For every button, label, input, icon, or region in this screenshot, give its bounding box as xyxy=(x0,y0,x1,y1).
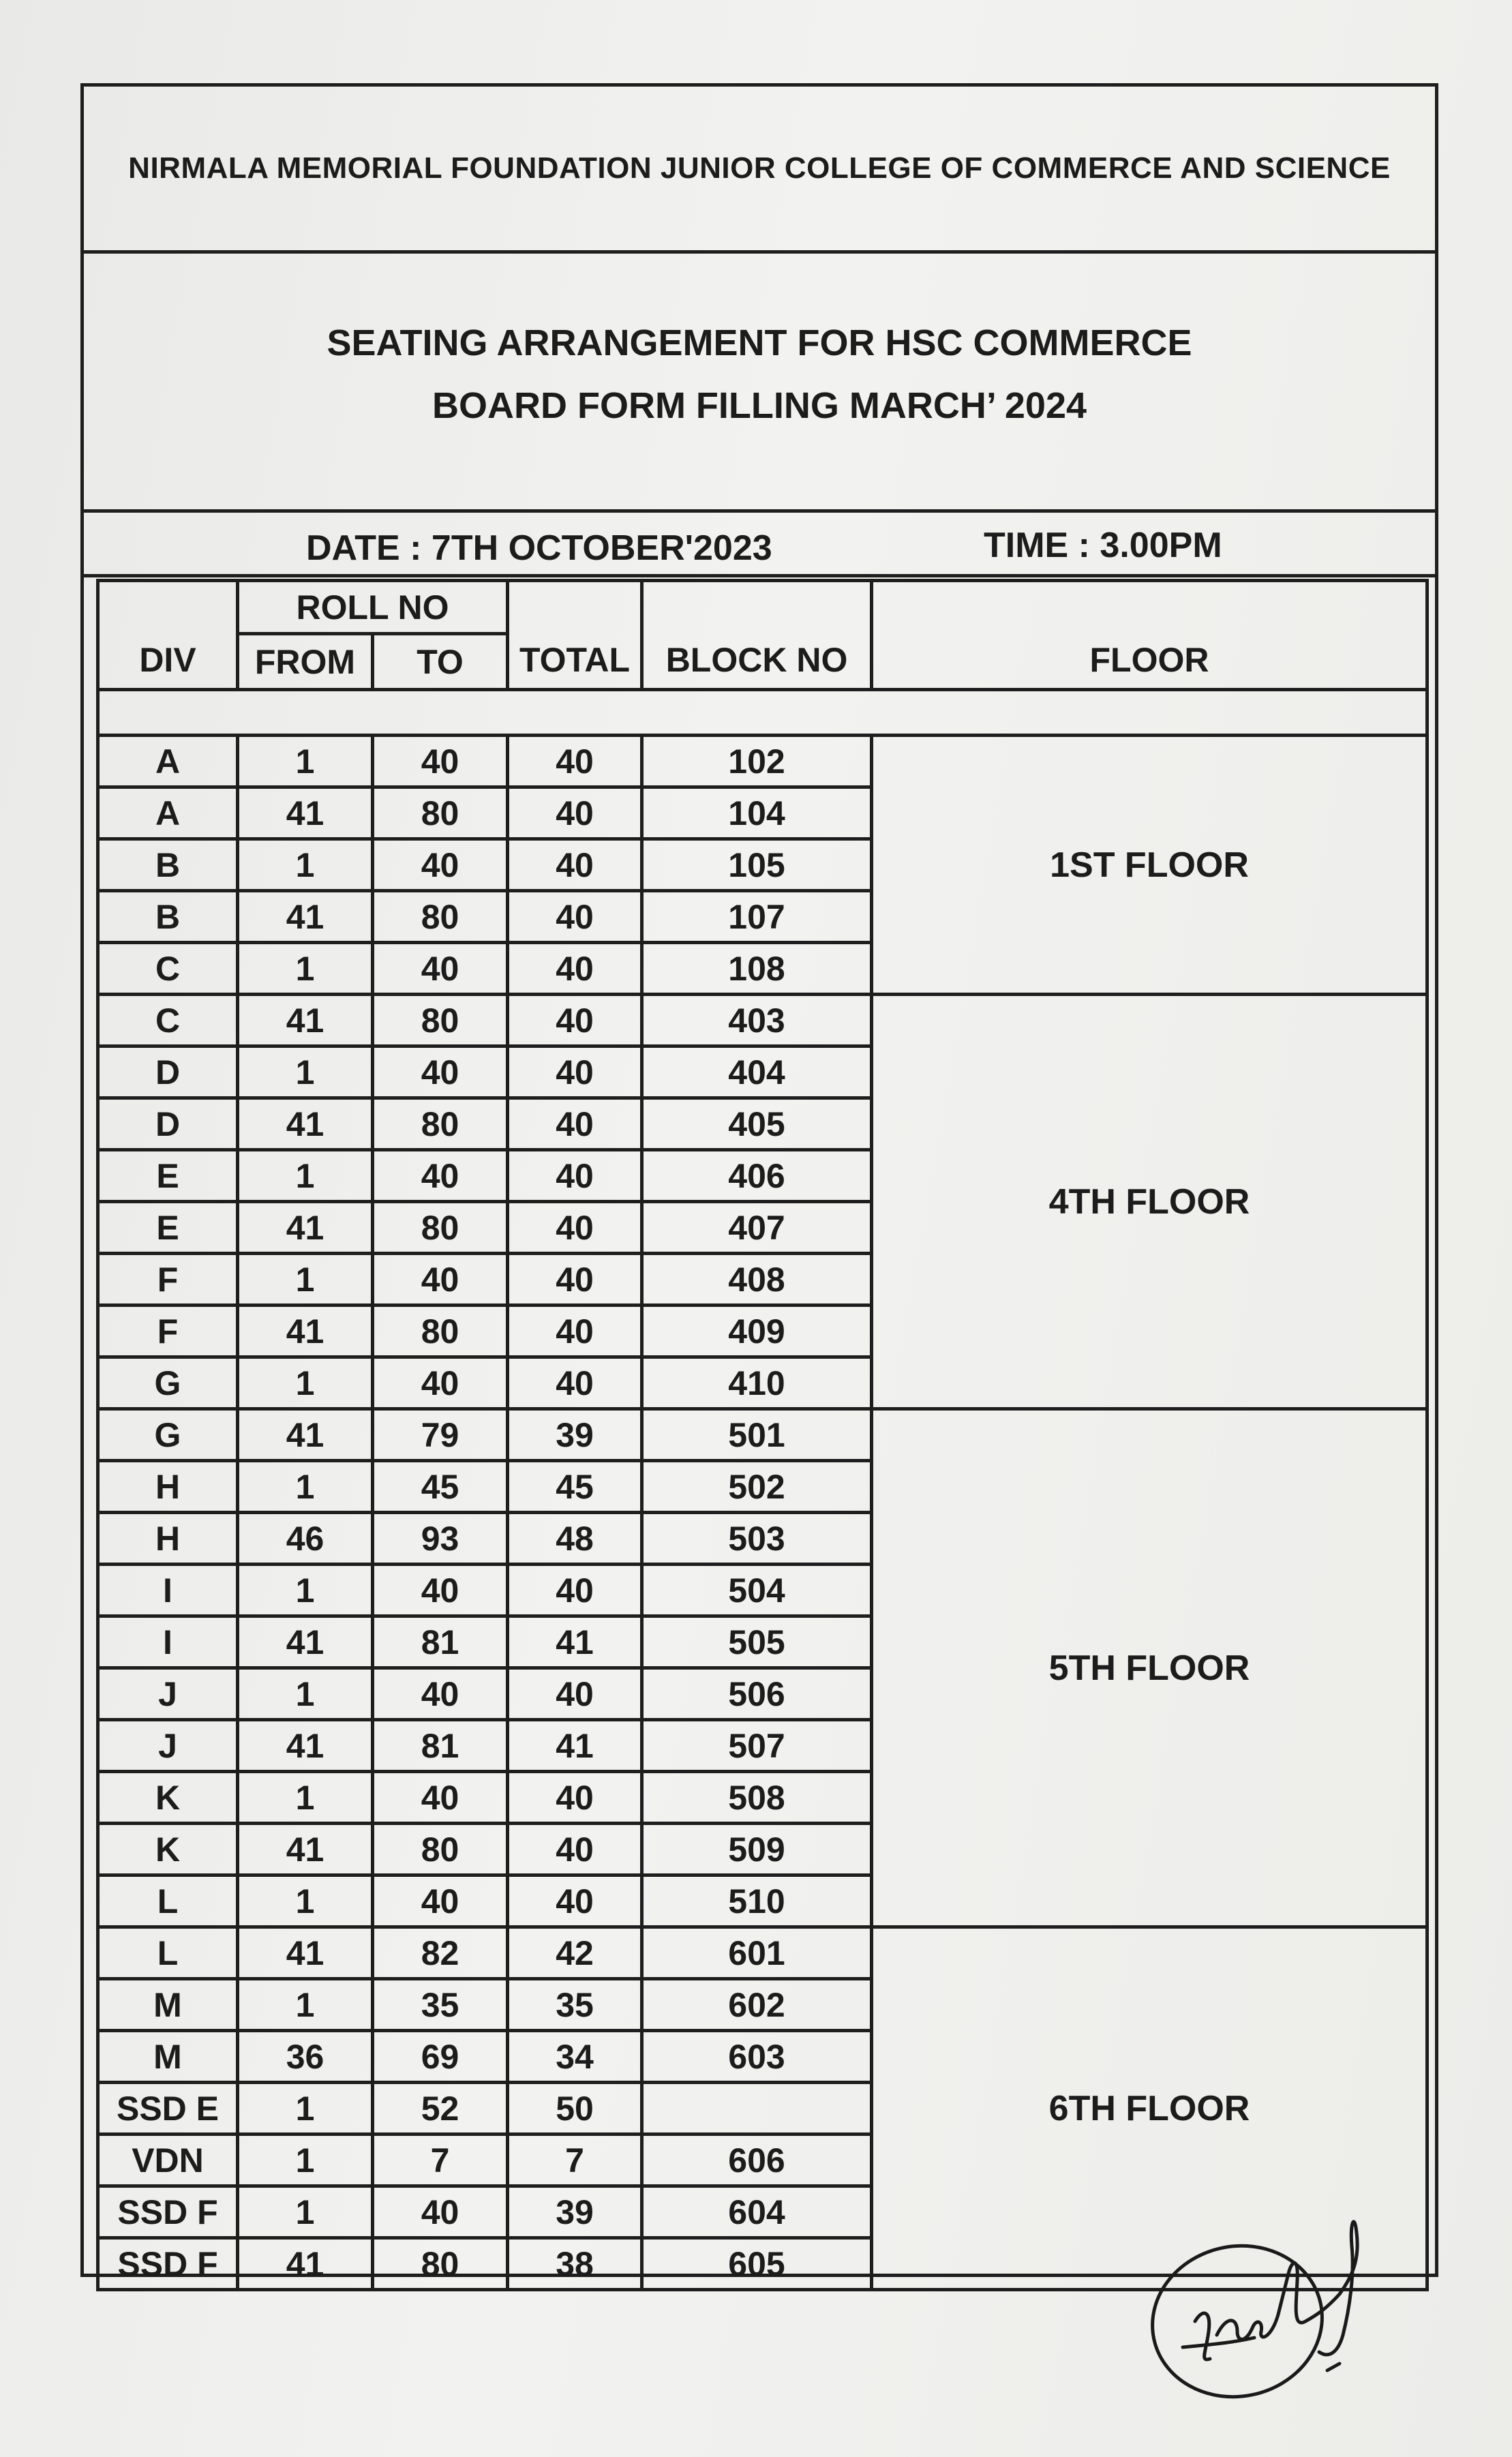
roll-to-cell: 40 xyxy=(373,1875,508,1927)
roll-to-cell: 79 xyxy=(373,1409,508,1461)
roll-to-cell: 40 xyxy=(373,1150,508,1202)
total-cell: 7 xyxy=(508,2135,642,2186)
roll-from-cell: 1 xyxy=(238,1979,373,2031)
total-cell: 40 xyxy=(508,1824,642,1875)
block-no-cell: 407 xyxy=(642,1202,872,1254)
roll-from-cell: 1 xyxy=(238,2083,373,2135)
roll-to-cell: 40 xyxy=(373,1046,508,1098)
roll-from-cell: 1 xyxy=(238,1668,373,1720)
div-cell: I xyxy=(98,1616,238,1668)
div-cell: F xyxy=(98,1306,238,1357)
title-line-1: SEATING ARRANGEMENT FOR HSC COMMERCE xyxy=(327,322,1192,363)
document-heading xyxy=(84,254,1435,513)
floor-cell: 5TH FLOOR xyxy=(872,1409,1427,1927)
roll-to-cell: 80 xyxy=(373,1824,508,1875)
block-no-cell: 405 xyxy=(642,1098,872,1150)
total-cell: 41 xyxy=(508,1616,642,1668)
total-cell: 40 xyxy=(508,1565,642,1616)
roll-from-cell: 1 xyxy=(238,1461,373,1513)
roll-from-cell: 41 xyxy=(238,1202,373,1254)
total-cell: 41 xyxy=(508,1720,642,1772)
roll-from-cell: 46 xyxy=(238,1513,373,1565)
date-time-row xyxy=(84,513,1435,577)
div-cell: A xyxy=(98,787,238,839)
roll-from-cell: 1 xyxy=(238,2135,373,2186)
roll-from-cell: 41 xyxy=(238,1927,373,1979)
block-no-cell: 403 xyxy=(642,995,872,1046)
roll-from-cell: 1 xyxy=(238,1046,373,1098)
roll-from-cell: 41 xyxy=(238,1616,373,1668)
total-cell: 48 xyxy=(508,1513,642,1565)
roll-from-cell: 41 xyxy=(238,2238,373,2290)
roll-to-cell: 69 xyxy=(373,2031,508,2083)
seating-form-frame xyxy=(80,83,1438,2283)
div-cell: A xyxy=(98,736,238,787)
seating-rows xyxy=(98,736,1427,2290)
div-cell: SSD F xyxy=(98,2186,238,2238)
block-no-cell: 506 xyxy=(642,1668,872,1720)
block-no-cell: 510 xyxy=(642,1875,872,1927)
block-no-cell: 107 xyxy=(642,891,872,943)
div-cell: I xyxy=(98,1565,238,1616)
roll-to-cell: 40 xyxy=(373,1357,508,1409)
div-cell: M xyxy=(98,1979,238,2031)
div-cell: H xyxy=(98,1461,238,1513)
div-cell: K xyxy=(98,1824,238,1875)
roll-to-cell: 81 xyxy=(373,1616,508,1668)
roll-to-cell: 80 xyxy=(373,2238,508,2290)
roll-from-cell: 1 xyxy=(238,1565,373,1616)
roll-from-cell: 1 xyxy=(238,1357,373,1409)
roll-to-cell: 80 xyxy=(373,891,508,943)
exam-date: DATE : 7TH OCTOBER'2023 xyxy=(306,528,772,568)
roll-from-cell: 41 xyxy=(238,1306,373,1357)
total-cell: 40 xyxy=(508,1254,642,1306)
roll-from-cell: 1 xyxy=(238,839,373,891)
block-no-cell: 605 xyxy=(642,2238,872,2290)
block-no-cell: 408 xyxy=(642,1254,872,1306)
roll-from-cell: 36 xyxy=(238,2031,373,2083)
total-cell: 40 xyxy=(508,1046,642,1098)
roll-to-cell: 40 xyxy=(373,1254,508,1306)
table-row xyxy=(98,736,1427,787)
table-row xyxy=(98,1927,1427,1979)
roll-to-cell: 80 xyxy=(373,1202,508,1254)
block-no-cell: 406 xyxy=(642,1150,872,1202)
floor-cell: 1ST FLOOR xyxy=(872,736,1427,995)
block-no-cell: 603 xyxy=(642,2031,872,2083)
block-no-cell: 409 xyxy=(642,1306,872,1357)
block-no-cell: 104 xyxy=(642,787,872,839)
roll-from-cell: 41 xyxy=(238,891,373,943)
roll-to-cell: 40 xyxy=(373,2186,508,2238)
div-cell: G xyxy=(98,1409,238,1461)
block-no-cell: 102 xyxy=(642,736,872,787)
total-cell: 40 xyxy=(508,839,642,891)
div-cell: C xyxy=(98,995,238,1046)
total-cell: 42 xyxy=(508,1927,642,1979)
div-cell: VDN xyxy=(98,2135,238,2186)
total-cell: 40 xyxy=(508,1098,642,1150)
total-cell: 40 xyxy=(508,995,642,1046)
block-no-cell: 602 xyxy=(642,1979,872,2031)
roll-to-cell: 40 xyxy=(373,1772,508,1824)
spacer-row xyxy=(98,690,1427,736)
total-cell: 40 xyxy=(508,1306,642,1357)
total-cell: 40 xyxy=(508,1202,642,1254)
block-no-cell: 601 xyxy=(642,1927,872,1979)
block-no-cell: 105 xyxy=(642,839,872,891)
block-no-cell: 604 xyxy=(642,2186,872,2238)
roll-from-cell: 41 xyxy=(238,1824,373,1875)
total-cell: 40 xyxy=(508,1772,642,1824)
roll-to-cell: 40 xyxy=(373,1668,508,1720)
div-cell: E xyxy=(98,1150,238,1202)
block-no-cell: 502 xyxy=(642,1461,872,1513)
roll-to-cell: 93 xyxy=(373,1513,508,1565)
block-no-cell: 503 xyxy=(642,1513,872,1565)
div-cell: L xyxy=(98,1927,238,1979)
roll-from-cell: 41 xyxy=(238,1409,373,1461)
table-row xyxy=(98,1409,1427,1461)
total-cell: 50 xyxy=(508,2083,642,2135)
block-no-cell: 404 xyxy=(642,1046,872,1098)
signature-icon xyxy=(1135,2192,1380,2417)
roll-to-cell: 40 xyxy=(373,839,508,891)
roll-to-cell: 80 xyxy=(373,1306,508,1357)
exam-time: TIME : 3.00PM xyxy=(984,526,1222,565)
block-no-cell: 505 xyxy=(642,1616,872,1668)
roll-from-cell: 1 xyxy=(238,1875,373,1927)
roll-from-cell: 41 xyxy=(238,787,373,839)
div-cell: L xyxy=(98,1875,238,1927)
roll-to-cell: 40 xyxy=(373,1565,508,1616)
table-row xyxy=(98,995,1427,1046)
total-cell: 34 xyxy=(508,2031,642,2083)
block-no-cell xyxy=(642,2083,872,2135)
header-to: TO xyxy=(373,634,508,690)
block-no-cell: 606 xyxy=(642,2135,872,2186)
header-roll-no: ROLL NO xyxy=(238,581,508,634)
div-cell: B xyxy=(98,891,238,943)
roll-from-cell: 1 xyxy=(238,2186,373,2238)
block-no-cell: 504 xyxy=(642,1565,872,1616)
roll-to-cell: 80 xyxy=(373,787,508,839)
roll-from-cell: 41 xyxy=(238,1720,373,1772)
block-no-cell: 501 xyxy=(642,1409,872,1461)
roll-from-cell: 1 xyxy=(238,943,373,995)
roll-from-cell: 1 xyxy=(238,1772,373,1824)
div-cell: F xyxy=(98,1254,238,1306)
roll-to-cell: 40 xyxy=(373,943,508,995)
total-cell: 40 xyxy=(508,1668,642,1720)
div-cell: E xyxy=(98,1202,238,1254)
floor-cell: 6TH FLOOR xyxy=(872,1927,1427,2290)
total-cell: 40 xyxy=(508,943,642,995)
div-cell: J xyxy=(98,1720,238,1772)
total-cell: 40 xyxy=(508,1357,642,1409)
block-no-cell: 410 xyxy=(642,1357,872,1409)
roll-to-cell: 80 xyxy=(373,1098,508,1150)
total-cell: 45 xyxy=(508,1461,642,1513)
div-cell: J xyxy=(98,1668,238,1720)
div-cell: G xyxy=(98,1357,238,1409)
block-no-cell: 507 xyxy=(642,1720,872,1772)
roll-to-cell: 52 xyxy=(373,2083,508,2135)
div-cell: B xyxy=(98,839,238,891)
total-cell: 39 xyxy=(508,1409,642,1461)
div-cell: H xyxy=(98,1513,238,1565)
block-no-cell: 508 xyxy=(642,1772,872,1824)
roll-from-cell: 41 xyxy=(238,1098,373,1150)
roll-to-cell: 7 xyxy=(373,2135,508,2186)
div-cell: SSD E xyxy=(98,2083,238,2135)
total-cell: 40 xyxy=(508,1875,642,1927)
total-cell: 35 xyxy=(508,1979,642,2031)
total-cell: 39 xyxy=(508,2186,642,2238)
roll-to-cell: 45 xyxy=(373,1461,508,1513)
college-name: NIRMALA MEMORIAL FOUNDATION JUNIOR COLLEGE OF COMMERCE AND SCIENCE xyxy=(84,87,1435,254)
block-no-cell: 509 xyxy=(642,1824,872,1875)
div-cell: SSD F xyxy=(98,2238,238,2290)
total-cell: 38 xyxy=(508,2238,642,2290)
header-from: FROM xyxy=(238,634,373,690)
header-div: DIV xyxy=(98,581,238,690)
total-cell: 40 xyxy=(508,1150,642,1202)
title-line-2: BOARD FORM FILLING MARCH’ 2024 xyxy=(432,385,1087,426)
roll-to-cell: 81 xyxy=(373,1720,508,1772)
total-cell: 40 xyxy=(508,736,642,787)
div-cell: M xyxy=(98,2031,238,2083)
roll-from-cell: 41 xyxy=(238,995,373,1046)
roll-to-cell: 80 xyxy=(373,995,508,1046)
roll-from-cell: 1 xyxy=(238,1254,373,1306)
block-no-cell: 108 xyxy=(642,943,872,995)
roll-from-cell: 1 xyxy=(238,736,373,787)
total-cell: 40 xyxy=(508,787,642,839)
total-cell: 40 xyxy=(508,891,642,943)
header-total: TOTAL xyxy=(508,581,642,690)
roll-to-cell: 35 xyxy=(373,1979,508,2031)
div-cell: K xyxy=(98,1772,238,1824)
header-floor: FLOOR xyxy=(872,581,1427,690)
div-cell: C xyxy=(98,943,238,995)
div-cell: D xyxy=(98,1098,238,1150)
roll-to-cell: 82 xyxy=(373,1927,508,1979)
header-block-no: BLOCK NO xyxy=(642,581,872,690)
seating-table xyxy=(96,579,1429,2291)
roll-to-cell: 40 xyxy=(373,736,508,787)
roll-from-cell: 1 xyxy=(238,1150,373,1202)
div-cell: D xyxy=(98,1046,238,1098)
floor-cell: 4TH FLOOR xyxy=(872,995,1427,1409)
